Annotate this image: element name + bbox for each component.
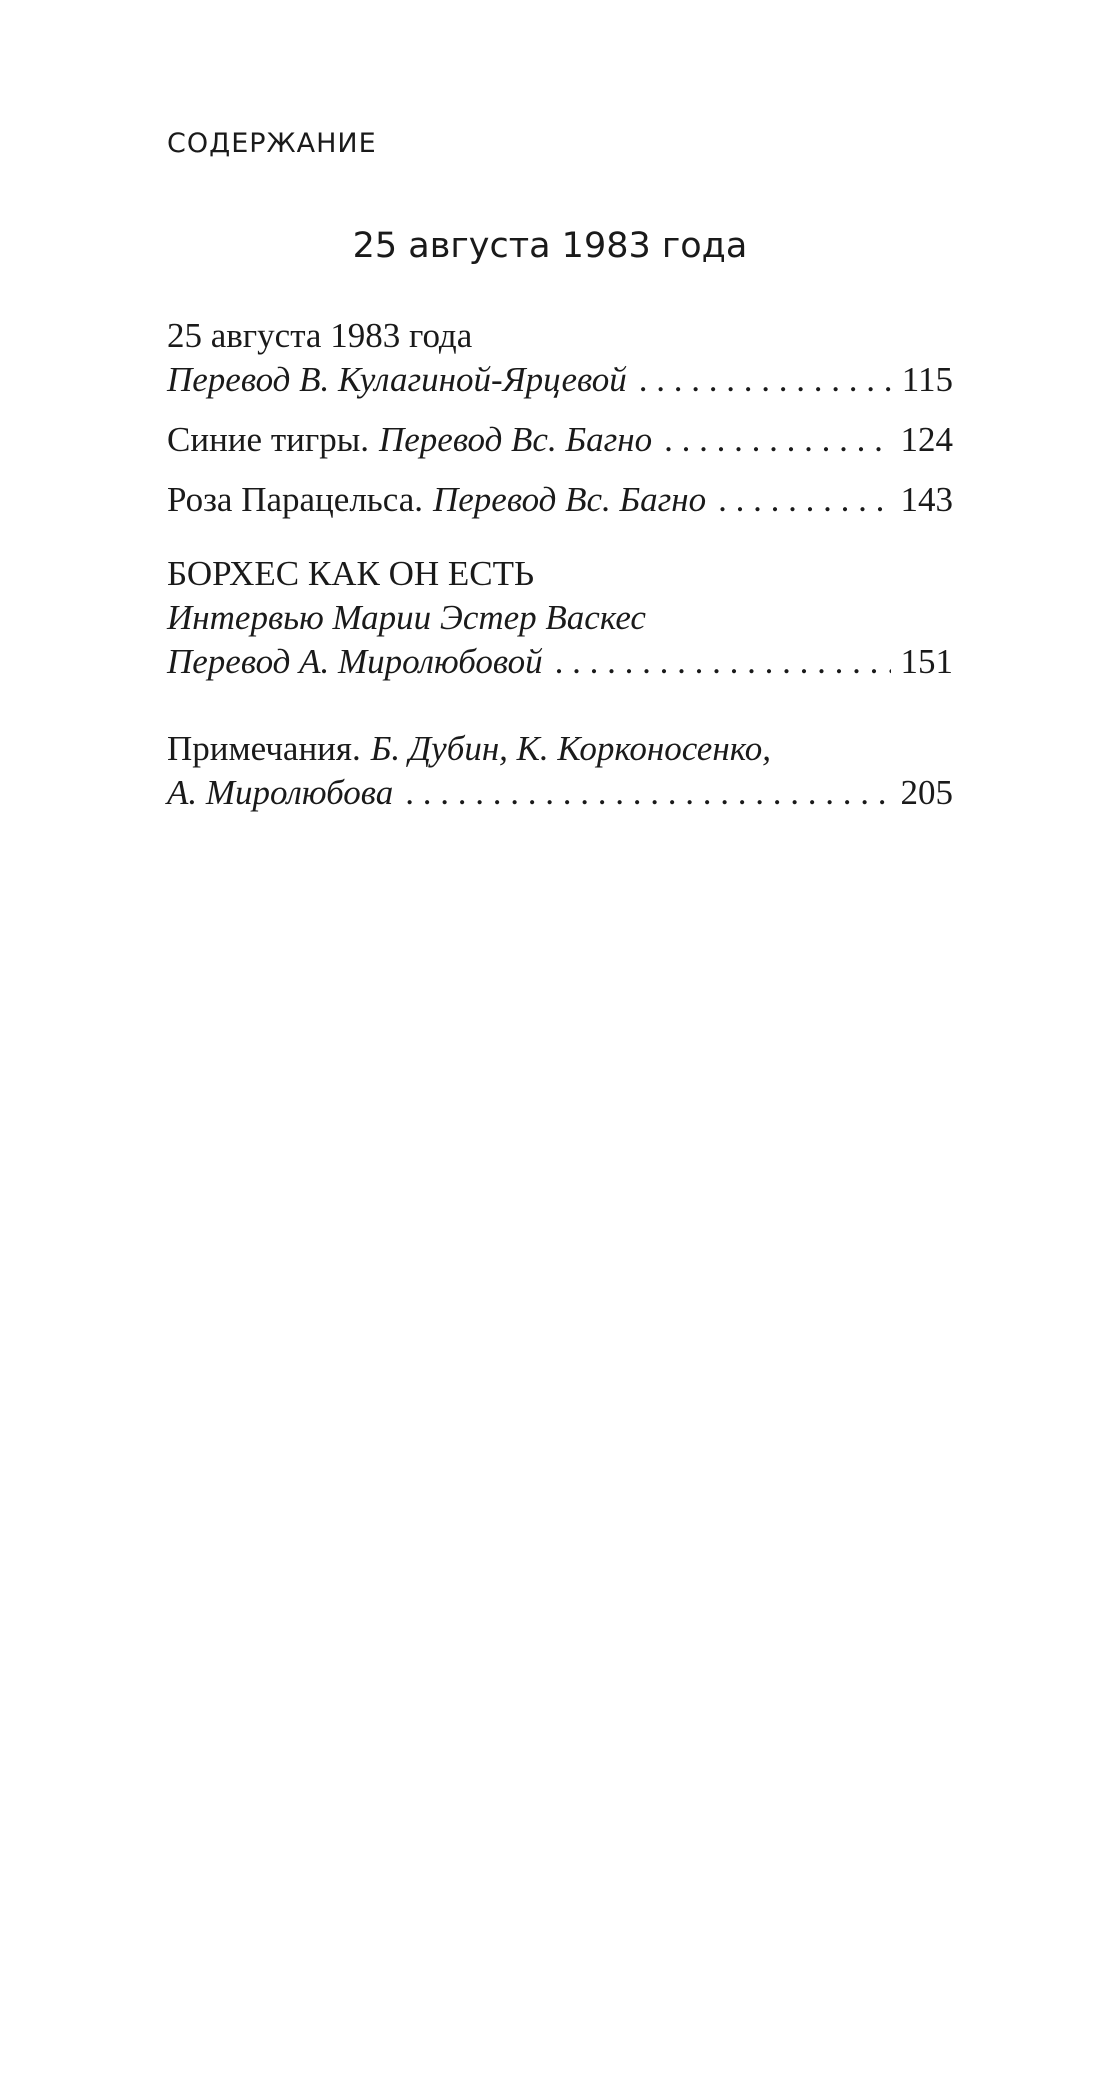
entry-credit: Перевод Вс. Багно xyxy=(433,480,707,519)
page-number: 205 xyxy=(900,773,953,812)
toc-entry-2[interactable] xyxy=(167,418,953,462)
entry-title: 25 августа 1983 года xyxy=(167,316,473,355)
toc-entry-title xyxy=(167,727,953,771)
dot-leader xyxy=(718,478,890,522)
dot-leader xyxy=(639,358,892,402)
dot-leader xyxy=(555,640,891,684)
toc-entry-subtitle xyxy=(167,596,953,640)
dot-leader xyxy=(405,771,890,815)
entry-credit: Перевод А. Миролюбовой xyxy=(167,642,543,681)
toc-entry-title xyxy=(167,552,953,596)
toc-entry-credit-line xyxy=(167,771,953,815)
page-number: 151 xyxy=(900,642,953,681)
toc-entry-5[interactable] xyxy=(167,727,953,815)
entry-title: БОРХЕС КАК ОН ЕСТЬ xyxy=(167,554,535,593)
running-head: СОДЕРЖАНИЕ xyxy=(167,128,377,159)
page-number: 115 xyxy=(901,360,953,399)
toc-entry-credit-line xyxy=(167,640,953,684)
toc-entry-title xyxy=(167,314,953,358)
page-number: 143 xyxy=(900,480,953,519)
entry-credit: Б. Дубин, К. Корконосенко, xyxy=(370,729,771,768)
toc-entry-credit-line xyxy=(167,358,953,402)
toc-entry-4[interactable] xyxy=(167,552,953,684)
dot-leader xyxy=(664,418,890,462)
toc-entry-line xyxy=(167,418,953,462)
toc-entry-3[interactable] xyxy=(167,478,953,522)
section-title: 25 августа 1983 года xyxy=(352,226,748,266)
entry-title: Примечания. xyxy=(167,729,361,768)
entry-subtitle: Интервью Марии Эстер Васкес xyxy=(167,598,646,637)
toc-entry-line xyxy=(167,478,953,522)
page-number: 124 xyxy=(900,420,953,459)
entry-title: Роза Парацельса. xyxy=(167,480,423,519)
entry-credit: Перевод Вс. Багно xyxy=(378,420,653,459)
entry-title: Синие тигры. xyxy=(167,420,369,459)
entry-credit-continued: А. Миролюбова xyxy=(167,773,394,812)
entry-credit: Перевод В. Кулагиной-Ярцевой xyxy=(167,360,627,399)
toc-entry-1[interactable] xyxy=(167,314,953,402)
